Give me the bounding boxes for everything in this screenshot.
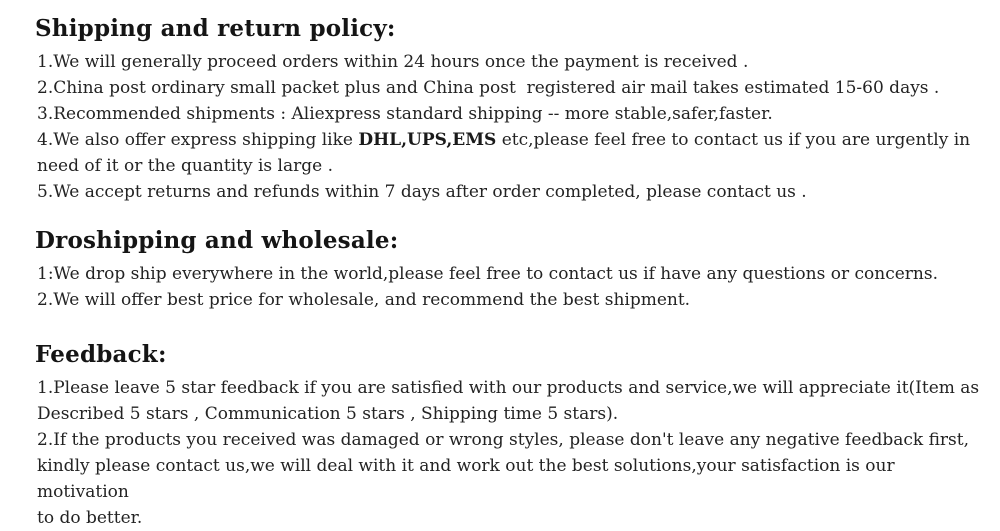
feedback-line-4: kindly please contact us,we will deal with it and work out the best solutions,your satisfaction is our motivation xyxy=(37,456,901,502)
shipping-line-2: 2.China post ordinary small packet plus and China post registered air mail takes estimated 15-60 days . xyxy=(37,78,940,98)
feedback-line-1: 1.Please leave 5 star feedback if you are satisfied with our products and service,we will appreciate it(Item as xyxy=(37,378,980,398)
dropshipping-body xyxy=(35,261,982,313)
section-dropshipping-wholesale xyxy=(35,226,982,313)
shipping-line-4-couriers: DHL,UPS,EMS xyxy=(358,130,497,150)
shipping-line-4 xyxy=(37,127,982,153)
shipping-policy-heading: Shipping and return policy: xyxy=(35,15,396,42)
feedback-line-2: Described 5 stars , Communication 5 stars , Shipping time 5 stars). xyxy=(37,404,619,424)
section-feedback xyxy=(35,340,982,531)
dropshipping-heading: Droshipping and wholesale: xyxy=(35,227,399,254)
shipping-line-4-pre: 4.We also offer express shipping like xyxy=(37,130,359,150)
feedback-line-5: to do better. xyxy=(37,508,143,528)
shipping-line-4-post: etc,please feel free to contact us if you are urgently in xyxy=(496,130,971,150)
feedback-line-3: 2.If the products you received was damaged or wrong styles, please don't leave any negative feedback first, xyxy=(37,430,969,450)
feedback-body xyxy=(35,375,982,531)
shipping-policy-body xyxy=(35,49,982,205)
shipping-line-5: need of it or the quantity is large . xyxy=(37,156,334,176)
shipping-line-3: 3.Recommended shipments : Aliexpress standard shipping -- more stable,safer,faster. xyxy=(37,104,773,124)
dropshipping-line-2: 2.We will offer best price for wholesale, and recommend the best shipment. xyxy=(37,290,691,310)
feedback-heading: Feedback: xyxy=(35,341,167,368)
dropshipping-line-1: 1:We drop ship everywhere in the world,please feel free to contact us if have any questions or concerns. xyxy=(37,264,938,284)
section-shipping-policy xyxy=(35,14,982,205)
shipping-line-1: 1.We will generally proceed orders within 24 hours once the payment is received . xyxy=(37,52,749,72)
shipping-line-6: 5.We accept returns and refunds within 7 days after order completed, please contact us . xyxy=(37,182,807,202)
